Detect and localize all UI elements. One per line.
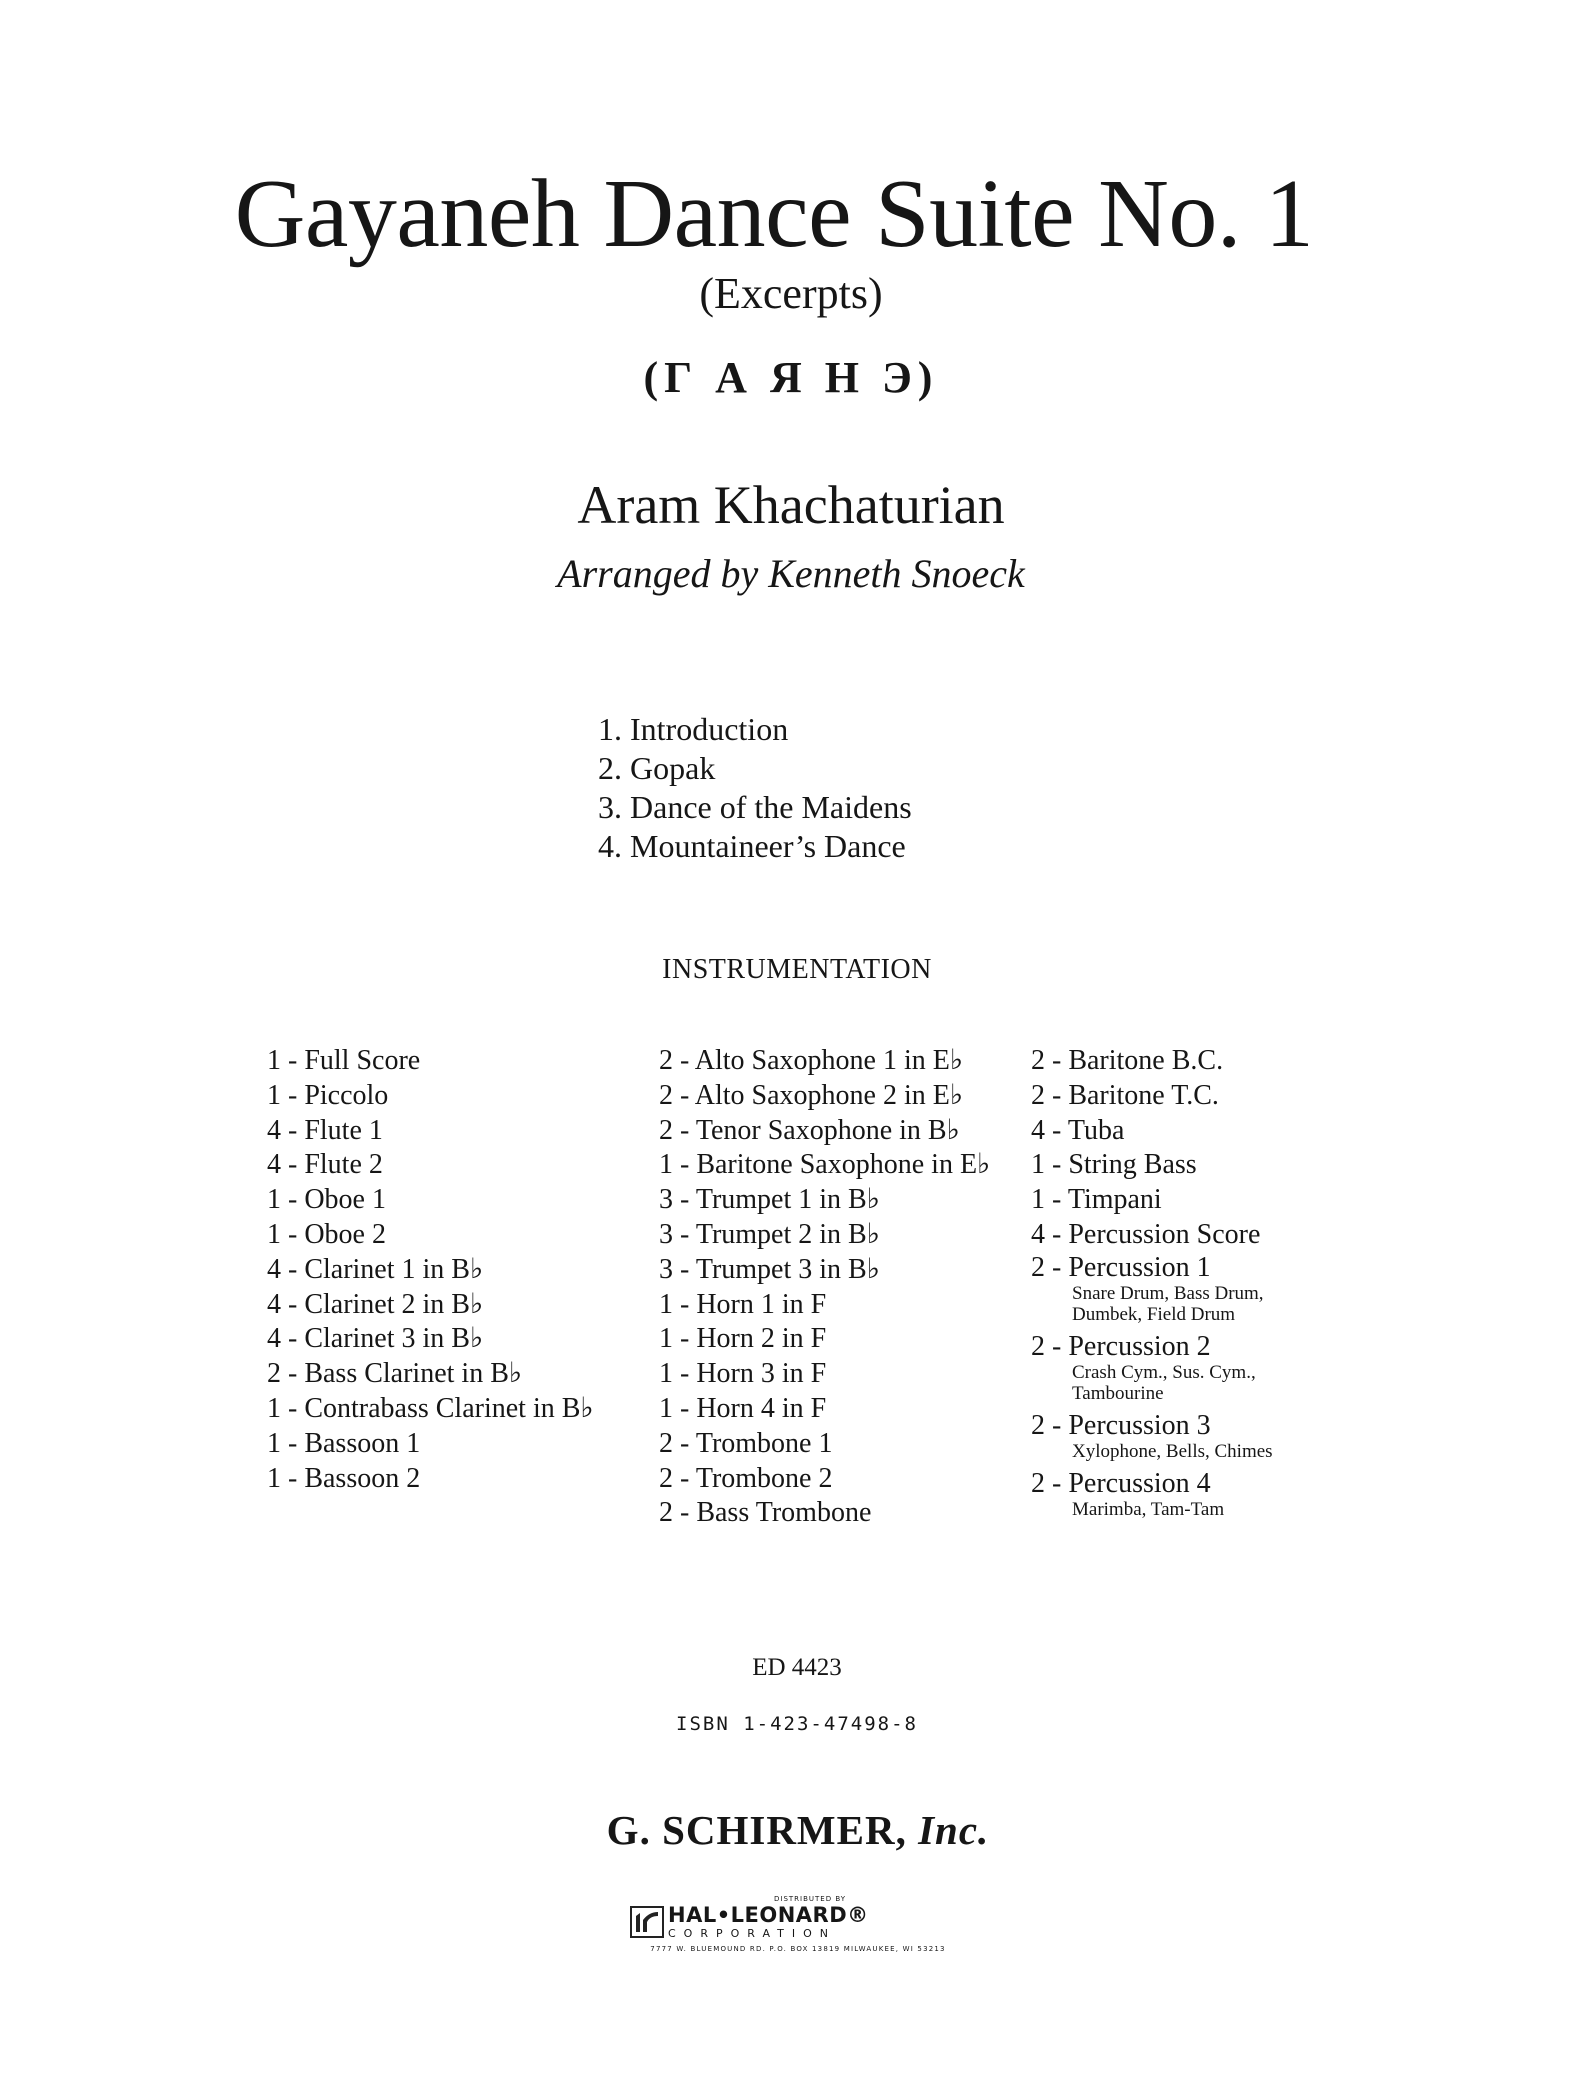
instrument-item: 2 - Alto Saxophone 2 in E♭ [659,1079,964,1111]
instrument-item: 1 - Horn 4 in F [659,1392,827,1424]
percussion-instruments [1031,1441,1273,1462]
publisher-name-text: G. SCHIRMER, [606,1807,907,1853]
composer-name: Aram Khachaturian [577,475,1005,535]
publisher-suffix: Inc. [918,1807,990,1853]
instrument-item: 1 - Contrabass Clarinet in B♭ [267,1392,594,1424]
hal-leonard-logo-icon [630,1906,664,1938]
movement-item: 4. Mountaineer’s Dance [598,828,906,864]
percussion-instruments [1031,1283,1273,1325]
instrument-item: 1 - String Bass [1031,1149,1197,1181]
instrument-item: 2 - Alto Saxophone 1 in E♭ [659,1045,964,1076]
instrument-item: 4 - Flute 1 [267,1114,383,1146]
instrument-item: 2 - Baritone T.C. [1031,1079,1219,1111]
edition-number: ED 4423 [752,1654,842,1681]
instrument-item: 1 - Horn 3 in F [659,1358,827,1390]
instrument-item: 1 - Oboe 2 [267,1218,386,1250]
instrument-item: 1 - Piccolo [267,1079,389,1111]
instrument-item: 4 - Clarinet 1 in B♭ [267,1253,484,1285]
instrument-item: 4 - Tuba [1031,1114,1125,1146]
instrument-item: 2 - Tenor Saxophone in B♭ [659,1114,960,1146]
instrument-item: 1 - Full Score [267,1045,421,1076]
instrument-item: 1 - Timpani [1031,1184,1162,1216]
instrument-item: 2 - Bass Clarinet in B♭ [267,1358,523,1390]
percussion-detail-line: Xylophone, Bells, Chimes [1072,1440,1273,1462]
cyrillic-title: (Г А Я Н Э) [643,353,939,402]
percussion-detail-line: Marimba, Tam-Tam [1072,1498,1225,1520]
instrument-item: 1 - Bassoon 1 [267,1427,421,1459]
percussion-part: 2 - Percussion 4 [1031,1467,1211,1499]
percussion-part: 2 - Percussion 2 [1031,1330,1211,1362]
instrument-item: 1 - Horn 2 in F [659,1323,827,1355]
instrument-item: 2 - Trombone 2 [659,1462,833,1494]
movement-item: 1. Introduction [598,711,789,747]
instrumentation-column-1 [267,1044,594,1496]
instrument-item: 1 - Baritone Saxophone in E♭ [659,1149,991,1181]
instrument-item: 2 - Trombone 1 [659,1427,833,1459]
instrument-item: 3 - Trumpet 1 in B♭ [659,1184,880,1216]
movement-list [598,710,912,866]
distributor-address: 7777 W. BLUEMOUND RD. P.O. BOX 13819 MILWAUKEE, WI 53213 [650,1945,946,1953]
instrument-item: 3 - Trumpet 3 in B♭ [659,1253,880,1285]
instrument-item: 4 - Flute 2 [267,1149,383,1181]
instrument-item: 4 - Clarinet 3 in B♭ [267,1323,484,1355]
instrument-item: 2 - Bass Trombone [659,1497,872,1529]
movement-item: 2. Gopak [598,750,716,786]
percussion-detail-line: Tambourine [1072,1382,1164,1404]
distributed-by-label: DISTRIBUTED BY [774,1895,847,1903]
percussion-detail-line: Crash Cym., Sus. Cym., [1072,1361,1256,1383]
percussion-instruments [1031,1499,1273,1520]
isbn-number: ISBN 1-423-47498-8 [676,1713,918,1735]
percussion-part: 2 - Percussion 3 [1031,1409,1211,1441]
page-title: Gayaneh Dance Suite No. 1 [234,160,1314,268]
instrument-item: 1 - Horn 1 in F [659,1288,827,1320]
percussion-detail-line: Snare Drum, Bass Drum, [1072,1282,1264,1304]
instrument-item: 2 - Baritone B.C. [1031,1045,1224,1076]
instrument-item: 3 - Trumpet 2 in B♭ [659,1218,880,1250]
arranger-credit: Arranged by Kenneth Snoeck [557,551,1025,596]
instrumentation-column-2 [659,1044,990,1531]
movement-item: 3. Dance of the Maidens [598,789,912,825]
instrument-item: 1 - Oboe 1 [267,1184,386,1216]
instrument-item: 4 - Clarinet 2 in B♭ [267,1288,484,1320]
percussion-part: 2 - Percussion 1 [1031,1251,1211,1283]
hal-leonard-name: HAL•LEONARD® [668,1903,869,1927]
instrumentation-column-3 [1031,1044,1273,1527]
instrument-item: 4 - Percussion Score [1031,1218,1261,1250]
percussion-instruments [1031,1362,1273,1404]
publisher-name [10,1806,1576,1854]
percussion-detail-line: Dumbek, Field Drum [1072,1303,1236,1325]
subtitle: (Excerpts) [699,269,883,318]
instrument-item: 1 - Bassoon 2 [267,1462,421,1494]
instrumentation-heading: INSTRUMENTATION [662,954,932,985]
corporation-label: CORPORATION [668,1927,836,1940]
